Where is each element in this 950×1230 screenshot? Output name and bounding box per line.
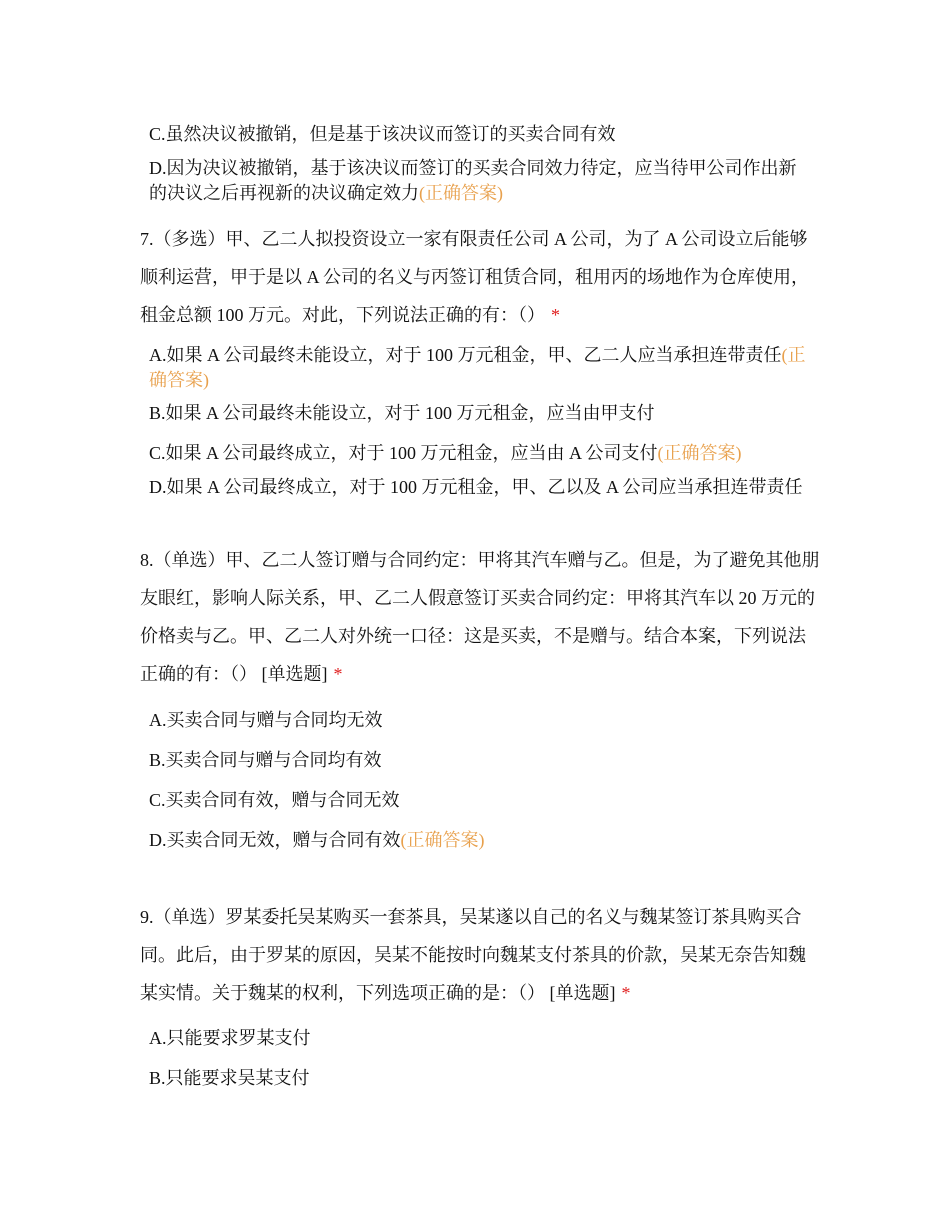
option-text: D.如果 A 公司最终成立，对于 100 万元租金，甲、乙以及 A 公司应当承担连带责任 [149, 477, 803, 497]
q6-option-c [149, 122, 814, 147]
option-text: D.买卖合同无效，赠与合同有效 [149, 830, 401, 850]
q9-stem [140, 898, 820, 1012]
required-mark: * [621, 983, 631, 1003]
q8-option-a [149, 708, 814, 733]
q7-option-b [149, 401, 814, 426]
correct-answer-mark: (正确答案) [400, 830, 485, 850]
option-text: D.因为决议被撤销，基于该决议而签订的买卖合同效力待定，应当待甲公司作出新的决议之后再视新的决议确定效力 [149, 158, 797, 203]
q9-option-a [149, 1026, 814, 1051]
option-text: A.买卖合同与赠与合同均无效 [149, 710, 383, 730]
q8-option-c [149, 788, 814, 813]
q9-option-b [149, 1066, 814, 1091]
q7-option-a [149, 343, 814, 393]
q7-option-d [149, 475, 814, 500]
option-text: B.买卖合同与赠与合同均有效 [149, 750, 382, 770]
required-mark: * [333, 664, 343, 684]
q8-option-b [149, 748, 814, 773]
question-text: 9.（单选）罗某委托吴某购买一套茶具，吴某遂以自己的名义与魏某签订茶具购买合同。此后，由于罗某的原因，吴某不能按时向魏某支付茶具的价款，吴某无奈告知魏某实情。关于魏某的权利，下列选项正确的是：（） [140, 907, 806, 1003]
correct-answer-mark: (正确答案) [419, 183, 503, 203]
q7-stem [140, 220, 820, 334]
q8-option-d [149, 828, 814, 853]
option-text: B.只能要求吴某支付 [149, 1068, 310, 1088]
q7-option-c [149, 441, 814, 466]
correct-answer-mark: (正确答案) [149, 345, 806, 390]
question-text: 7.（多选）甲、乙二人拟投资设立一家有限责任公司 A 公司，为了 A 公司设立后能够顺利运营，甲于是以 A 公司的名义与丙签订租赁合同，租用丙的场地作为仓库使用，租金总额 100 万元。对此，下列说法正确的有：（） [140, 229, 810, 325]
option-text: C.如果 A 公司最终成立，对于 100 万元租金，应当由 A 公司支付 [149, 443, 658, 463]
option-text: C.买卖合同有效，赠与合同无效 [149, 790, 400, 810]
required-mark: * [551, 305, 560, 325]
option-text: A.如果 A 公司最终未能设立，对于 100 万元租金，甲、乙二人应当承担连带责任 [149, 345, 782, 365]
option-text: B.如果 A 公司最终未能设立，对于 100 万元租金，应当由甲支付 [149, 403, 655, 423]
correct-answer-mark: (正确答案) [657, 443, 742, 463]
question-type-tag: [单选题] [261, 664, 328, 684]
option-text: A.只能要求罗某支付 [149, 1028, 311, 1048]
q6-option-d [149, 156, 814, 206]
question-text: 8.（单选）甲、乙二人签订赠与合同约定：甲将其汽车赠与乙。但是，为了避免其他朋友眼红，影响人际关系，甲、乙二人假意签订买卖合同约定：甲将其汽车以 20 万元的价格卖与乙。甲、乙二人对外统一口径：这是买卖，不是赠与。结合本案，下列说法正确的有：（） [140, 550, 820, 684]
question-type-tag: [单选题] [549, 983, 616, 1003]
q8-stem [140, 541, 820, 693]
option-text: C.虽然决议被撤销，但是基于该决议而签订的买卖合同有效 [149, 124, 616, 144]
